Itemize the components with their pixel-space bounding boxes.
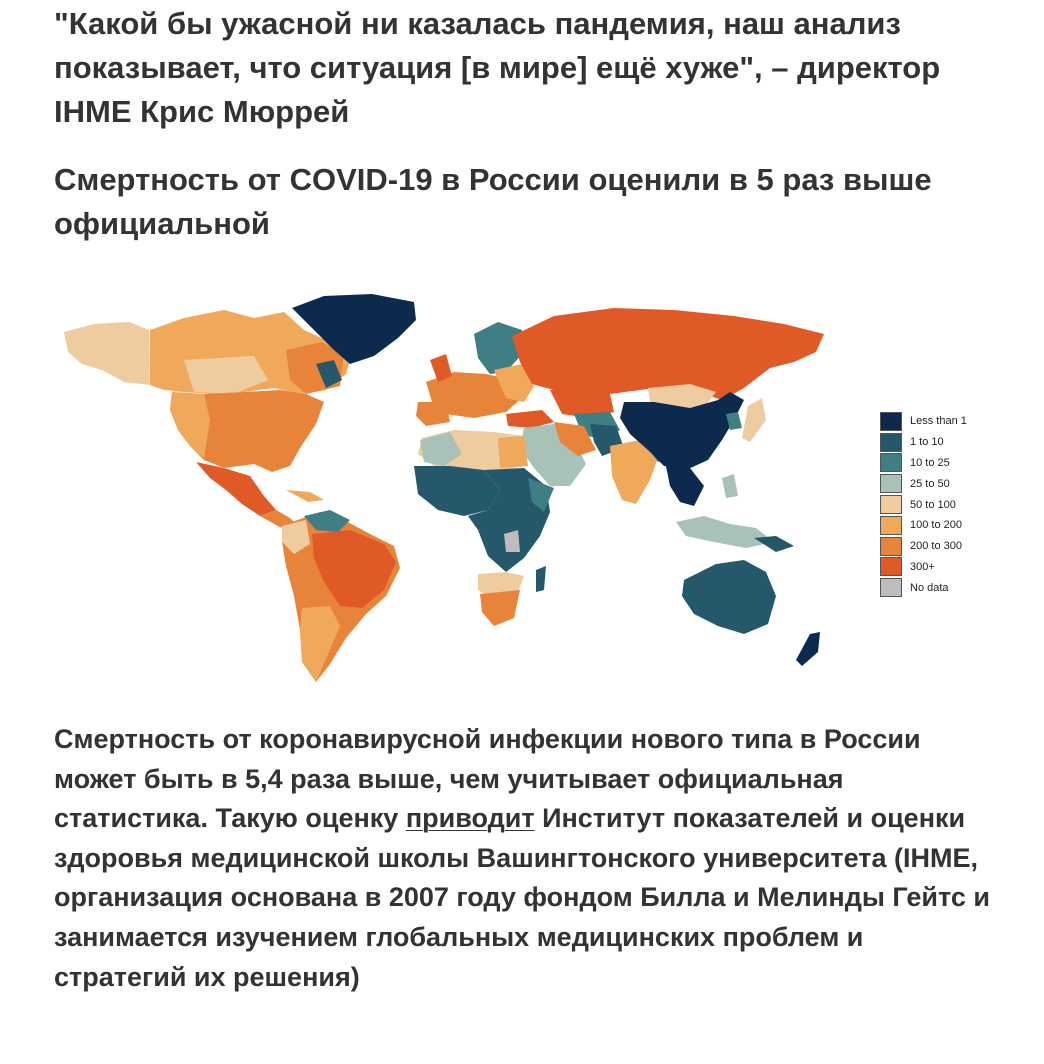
- map-region-alaska: [64, 322, 150, 385]
- map-region-southeast-asia: [666, 466, 704, 506]
- map-region-indonesia: [676, 516, 774, 548]
- map-region-mexico: [196, 462, 276, 516]
- map-region-iberia: [416, 402, 450, 426]
- legend-swatch: [880, 433, 902, 452]
- legend-label: 200 to 300: [910, 540, 962, 553]
- map-region-australia: [682, 560, 776, 634]
- legend-item: [880, 536, 990, 557]
- map-region-madagascar: [536, 566, 546, 592]
- legend-swatch: [880, 557, 902, 576]
- map-region-south-africa: [480, 590, 520, 626]
- map-region-caribbean: [286, 490, 324, 502]
- legend-item: [880, 411, 990, 432]
- map-region-usa-west: [170, 392, 210, 458]
- legend-swatch: [880, 537, 902, 556]
- world-map: [54, 290, 854, 700]
- legend-swatch: [880, 453, 902, 472]
- legend-label: 1 to 10: [910, 436, 944, 449]
- legend-label: 300+: [910, 560, 935, 573]
- article-body: [54, 720, 994, 997]
- map-region-egypt: [498, 436, 528, 468]
- legend-swatch: [880, 474, 902, 493]
- article-body-text-end: Институт показателей и оценки здоровья медицинской школы Вашингтонского университета (IHME, организация основана в 2007 году фондом Билла и Мелинды Гейтс и занимается изучением глобальных медицинских проблем и стратегий их решения): [54, 803, 990, 992]
- legend-swatch: [880, 412, 902, 431]
- legend-item: [880, 453, 990, 474]
- legend-label: 10 to 25: [910, 456, 950, 469]
- legend-item: [880, 473, 990, 494]
- map-legend: [880, 411, 990, 598]
- map-region-philippines: [722, 474, 738, 498]
- legend-label: 100 to 200: [910, 519, 962, 532]
- map-region-japan: [742, 398, 766, 442]
- article-subhead: Смертность от COVID-19 в России оценили в 5 раз выше официальной: [54, 162, 932, 241]
- legend-swatch: [880, 495, 902, 514]
- article-headline: "Какой бы ужасной ни казалась пандемия, наш анализ показывает, что ситуация [в мире] ещё хуже", – директор IHME Крис Мюррей: [54, 6, 941, 129]
- legend-item: [880, 557, 990, 578]
- article-body-text-start: Смертность от коронавирусной инфекции нового типа в России может быть в 5,4 раза выше, чем учитывает официальная статистика. Такую оценку: [54, 724, 921, 834]
- legend-swatch: [880, 516, 902, 535]
- legend-swatch: [880, 578, 902, 597]
- legend-item: [880, 494, 990, 515]
- legend-item: [880, 577, 990, 598]
- source-link[interactable]: приводит: [405, 803, 535, 834]
- legend-label: Less than 1: [910, 415, 967, 428]
- legend-item: [880, 432, 990, 453]
- legend-label: 25 to 50: [910, 477, 950, 490]
- world-map-figure: [54, 290, 984, 700]
- map-region-new-zealand: [796, 632, 820, 666]
- legend-label: No data: [910, 581, 949, 594]
- legend-label: 50 to 100: [910, 498, 956, 511]
- legend-item: [880, 515, 990, 536]
